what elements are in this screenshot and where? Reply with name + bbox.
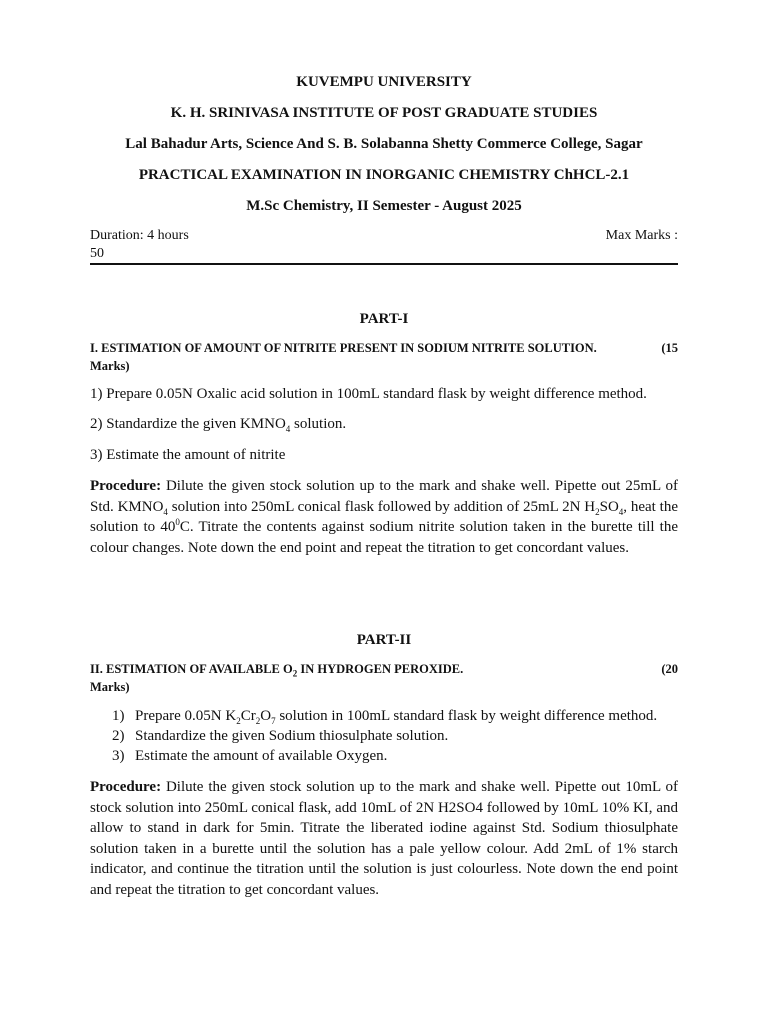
procedure-label: Procedure:	[90, 478, 162, 494]
college-name: Lal Bahadur Arts, Science And S. B. Solabanna Shetty Commerce College, Sagar	[125, 136, 643, 152]
part1-step-3: 3) Estimate the amount of nitrite	[90, 447, 286, 463]
part2-marks-close: Marks)	[90, 680, 130, 694]
part2-step-list	[112, 706, 678, 766]
part1-procedure: Procedure: Dilute the given stock solution up to the mark and shake well. Pipette out 25mL of Std. $KMNO_4$ solution into 250mL conical flask followed by addition of 25mL 2N $H_2SO_4$, heat the solution to $40^0C$. Titrate the contents against sodium nitrite solution taken in the burette till the colour changes. Note down the end point and repeat the titration to get concordant values.	[90, 478, 679, 556]
institute-name: K. H. SRINIVASA INSTITUTE OF POST GRADUATE STUDIES	[170, 105, 598, 121]
list-item: 2) Standardize the given Sodium thiosulphate solution.	[112, 728, 449, 744]
procedure-label: Procedure:	[90, 779, 162, 795]
part2-marks-open: (20	[661, 662, 678, 676]
max-marks-value: 50	[90, 246, 104, 261]
part2-procedure: Procedure: Dilute the given stock solution up to the mark and shake well. Pipette out 10mL of stock solution into 250mL conical flask, add 10mL of 2N H2SO4 followed by 10mL 10% KI, and allow to stand in dark for 5min. Titrate the liberated iodine against Std. Sodium thiosulphate solution taken in a burette until the solution has a pale yellow colour. Add 2mL of 1% starch indicator, and continue the titration until the solution is just colourless. Note down the end point and repeat the titration to get concordant values.	[90, 779, 678, 898]
part1-title: PART-I	[359, 311, 409, 327]
university-name: KUVEMPU UNIVERSITY	[296, 74, 472, 90]
course-title: M.Sc Chemistry, II Semester - August 2025	[246, 198, 522, 214]
part1-question-text: I. ESTIMATION OF AMOUNT OF NITRITE PRESENT IN SODIUM NITRITE SOLUTION.	[90, 341, 597, 355]
list-item: 1) Prepare 0.05N $K_2Cr_2O_7$ solution in 100mL standard flask by weight difference method.	[112, 708, 658, 726]
part1-marks-open: (15	[661, 341, 678, 355]
header-divider	[90, 263, 678, 265]
part1-marks-close: Marks)	[90, 359, 130, 373]
exam-title: PRACTICAL EXAMINATION IN INORGANIC CHEMISTRY ChHCL-2.1	[138, 167, 630, 183]
duration: Duration: 4 hours	[90, 228, 189, 243]
part2-question-text: II. ESTIMATION OF AVAILABLE $O_2$ IN HYDROGEN PEROXIDE.	[90, 662, 464, 679]
exam-meta	[90, 227, 678, 245]
part1-step-1: 1) Prepare 0.05N Oxalic acid solution in 100mL standard flask by weight difference method.	[90, 386, 647, 402]
part1-step-2: 2) Standardize the given $KMNO_4$ solution.	[90, 416, 347, 434]
part1-question	[90, 339, 678, 357]
part2-question	[90, 660, 678, 678]
part2-title: PART-II	[356, 632, 412, 648]
list-item: 3) Estimate the amount of available Oxygen.	[112, 748, 388, 764]
max-marks-label: Max Marks :	[605, 228, 678, 243]
